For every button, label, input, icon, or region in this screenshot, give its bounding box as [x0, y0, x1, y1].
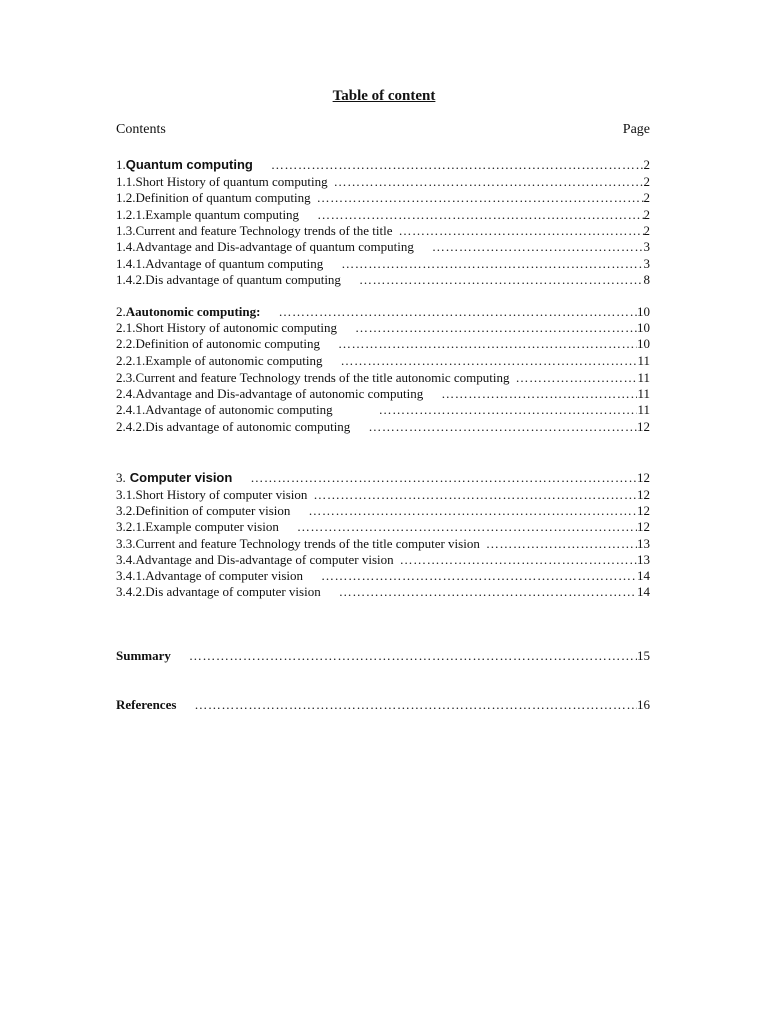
toc-entry-2-2	[116, 335, 650, 352]
dot-leader	[379, 401, 638, 418]
contents-header: Contents	[116, 122, 166, 137]
dot-leader	[250, 469, 637, 486]
dot-leader	[317, 206, 643, 223]
toc-number: 2.	[116, 304, 126, 319]
toc-label: Advantage and Dis-advantage of quantum computing	[135, 239, 414, 254]
toc-page: 12	[637, 519, 650, 534]
toc-label: Current and feature Technology trends of the title autonomic computing	[135, 370, 510, 385]
toc-summary	[116, 647, 650, 664]
toc-label: Definition of quantum computing	[135, 190, 311, 205]
dot-leader	[338, 335, 637, 352]
toc-label: Aautonomic computing:	[125, 304, 261, 319]
toc-number: 2.4.	[116, 386, 136, 401]
dot-leader	[321, 567, 637, 584]
toc-entry-3-1	[116, 486, 650, 503]
toc-page: 14	[637, 568, 650, 583]
toc-page: 11	[637, 402, 650, 417]
page-header: Page	[622, 122, 650, 137]
toc-entry-3-2	[116, 502, 650, 519]
toc-label: Summary	[116, 648, 171, 663]
toc-page: 12	[637, 487, 650, 502]
dot-leader	[339, 583, 637, 600]
toc-number: 1.2.1.	[116, 207, 146, 222]
toc-entry-3-4	[116, 551, 650, 568]
toc-label: Current and feature Technology trends of the title computer vision	[135, 536, 480, 551]
dot-leader	[341, 255, 643, 272]
dot-leader	[317, 189, 644, 206]
toc-entry-1-4-1	[116, 255, 650, 272]
toc-label: Dis advantage of quantum computing	[145, 272, 341, 287]
toc-label: Computer vision	[129, 470, 233, 485]
toc-label: Advantage of autonomic computing	[145, 402, 333, 417]
toc-page: 10	[637, 304, 650, 319]
toc-page: 15	[637, 648, 650, 663]
toc-number: 1.1.	[116, 174, 136, 189]
toc-entry-2-3	[116, 369, 650, 386]
toc-label: Current and feature Technology trends of the title	[135, 223, 393, 238]
toc-label: Dis advantage of computer vision	[145, 584, 321, 599]
toc-number: 2.3.	[116, 370, 136, 385]
dot-leader	[432, 238, 644, 255]
toc-number: 3.4.2.	[116, 584, 146, 599]
toc-number: 1.4.1.	[116, 256, 146, 271]
toc-number: 3.2.	[116, 503, 136, 518]
toc-page: 2	[643, 157, 650, 172]
toc-label: Short History of autonomic computing	[135, 320, 337, 335]
dot-leader	[441, 385, 637, 402]
toc-page: 13	[637, 536, 650, 551]
toc-page: 11	[637, 353, 650, 368]
dot-leader	[278, 303, 637, 320]
dot-leader	[341, 352, 638, 369]
toc-entry-1-4-2	[116, 271, 650, 288]
toc-page: 2	[643, 174, 650, 189]
toc-heading-quantum-computing	[116, 156, 650, 173]
toc-number: 1.2.	[116, 190, 136, 205]
toc-page: 13	[637, 552, 650, 567]
dot-leader	[194, 696, 637, 713]
toc-label: Quantum computing	[125, 157, 253, 172]
toc-label: Short History of quantum computing	[135, 174, 328, 189]
toc-entry-1-3	[116, 222, 650, 239]
toc-label: Advantage and Dis-advantage of computer vision	[135, 552, 394, 567]
toc-page: 11	[637, 386, 650, 401]
toc-entry-3-4-1	[116, 567, 650, 584]
toc-heading-computer-vision	[116, 469, 650, 486]
dot-leader	[355, 319, 637, 336]
toc-label: Definition of computer vision	[135, 503, 291, 518]
toc-label: Example computer vision	[145, 519, 279, 534]
toc-page: 16	[637, 697, 650, 712]
toc-label: Example quantum computing	[145, 207, 300, 222]
toc-number: 2.2.	[116, 336, 136, 351]
toc-number: 3.4.	[116, 552, 136, 567]
toc-entry-2-1	[116, 319, 650, 336]
toc-number: 2.4.2.	[116, 419, 146, 434]
toc-number: 3.4.1.	[116, 568, 146, 583]
toc-entry-2-2-1	[116, 352, 650, 369]
toc-label: Advantage of quantum computing	[145, 256, 324, 271]
toc-page: 12	[637, 419, 650, 434]
toc-number: 1.	[116, 157, 126, 172]
toc-entry-2-4	[116, 385, 650, 402]
dot-leader	[297, 518, 637, 535]
toc-page: 10	[637, 336, 650, 351]
toc-page: 3	[643, 239, 650, 254]
toc-number: 1.3.	[116, 223, 136, 238]
toc-entry-2-4-2	[116, 418, 650, 435]
toc-label: References	[116, 697, 177, 712]
toc-label: Advantage and Dis-advantage of autonomic computing	[135, 386, 424, 401]
toc-page: 2	[643, 223, 650, 238]
toc-page: 3	[643, 256, 650, 271]
toc-page: 2	[643, 190, 650, 205]
toc-entry-3-2-1	[116, 518, 650, 535]
toc-number: 2.4.1.	[116, 402, 146, 417]
toc-label: Definition of autonomic computing	[135, 336, 320, 351]
toc-page: 14	[637, 584, 650, 599]
toc-page: 12	[637, 470, 650, 485]
dot-leader	[515, 369, 637, 386]
toc-page: 12	[637, 503, 650, 518]
toc-number: 3.3.	[116, 536, 136, 551]
toc-page: 10	[637, 320, 650, 335]
toc-number: 1.4.	[116, 239, 136, 254]
dot-leader	[368, 418, 637, 435]
toc-page: 8	[643, 272, 650, 287]
dot-leader	[271, 156, 644, 173]
toc-number: 3.1.	[116, 487, 136, 502]
toc-number: 1.4.2.	[116, 272, 146, 287]
dot-leader	[313, 486, 637, 503]
toc-page: 2	[643, 207, 650, 222]
toc-entry-3-4-2	[116, 583, 650, 600]
dot-leader	[400, 551, 637, 568]
page-title: Table of content	[332, 88, 436, 104]
dot-leader	[334, 173, 644, 190]
toc-label: Example of autonomic computing	[145, 353, 323, 368]
dot-leader	[398, 222, 643, 239]
toc-entry-1-2-1	[116, 206, 650, 223]
dot-leader	[308, 502, 637, 519]
toc-number: 2.2.1.	[116, 353, 146, 368]
toc-entry-1-2	[116, 189, 650, 206]
toc-entry-3-3	[116, 535, 650, 552]
toc-label: Advantage of computer vision	[145, 568, 304, 583]
toc-entry-2-4-1	[116, 401, 650, 418]
toc-number: 3.	[116, 470, 126, 485]
toc-label: Dis advantage of autonomic computing	[145, 419, 351, 434]
dot-leader	[486, 535, 637, 552]
dot-leader	[189, 647, 637, 664]
toc-number: 2.1.	[116, 320, 136, 335]
toc-label: Short History of computer vision	[135, 487, 308, 502]
toc-page: 11	[637, 370, 650, 385]
toc-entry-1-1	[116, 173, 650, 190]
toc-references	[116, 696, 650, 713]
toc-heading-autonomic-computing	[116, 303, 650, 320]
toc-number: 3.2.1.	[116, 519, 146, 534]
dot-leader	[359, 271, 644, 288]
toc-entry-1-4	[116, 238, 650, 255]
